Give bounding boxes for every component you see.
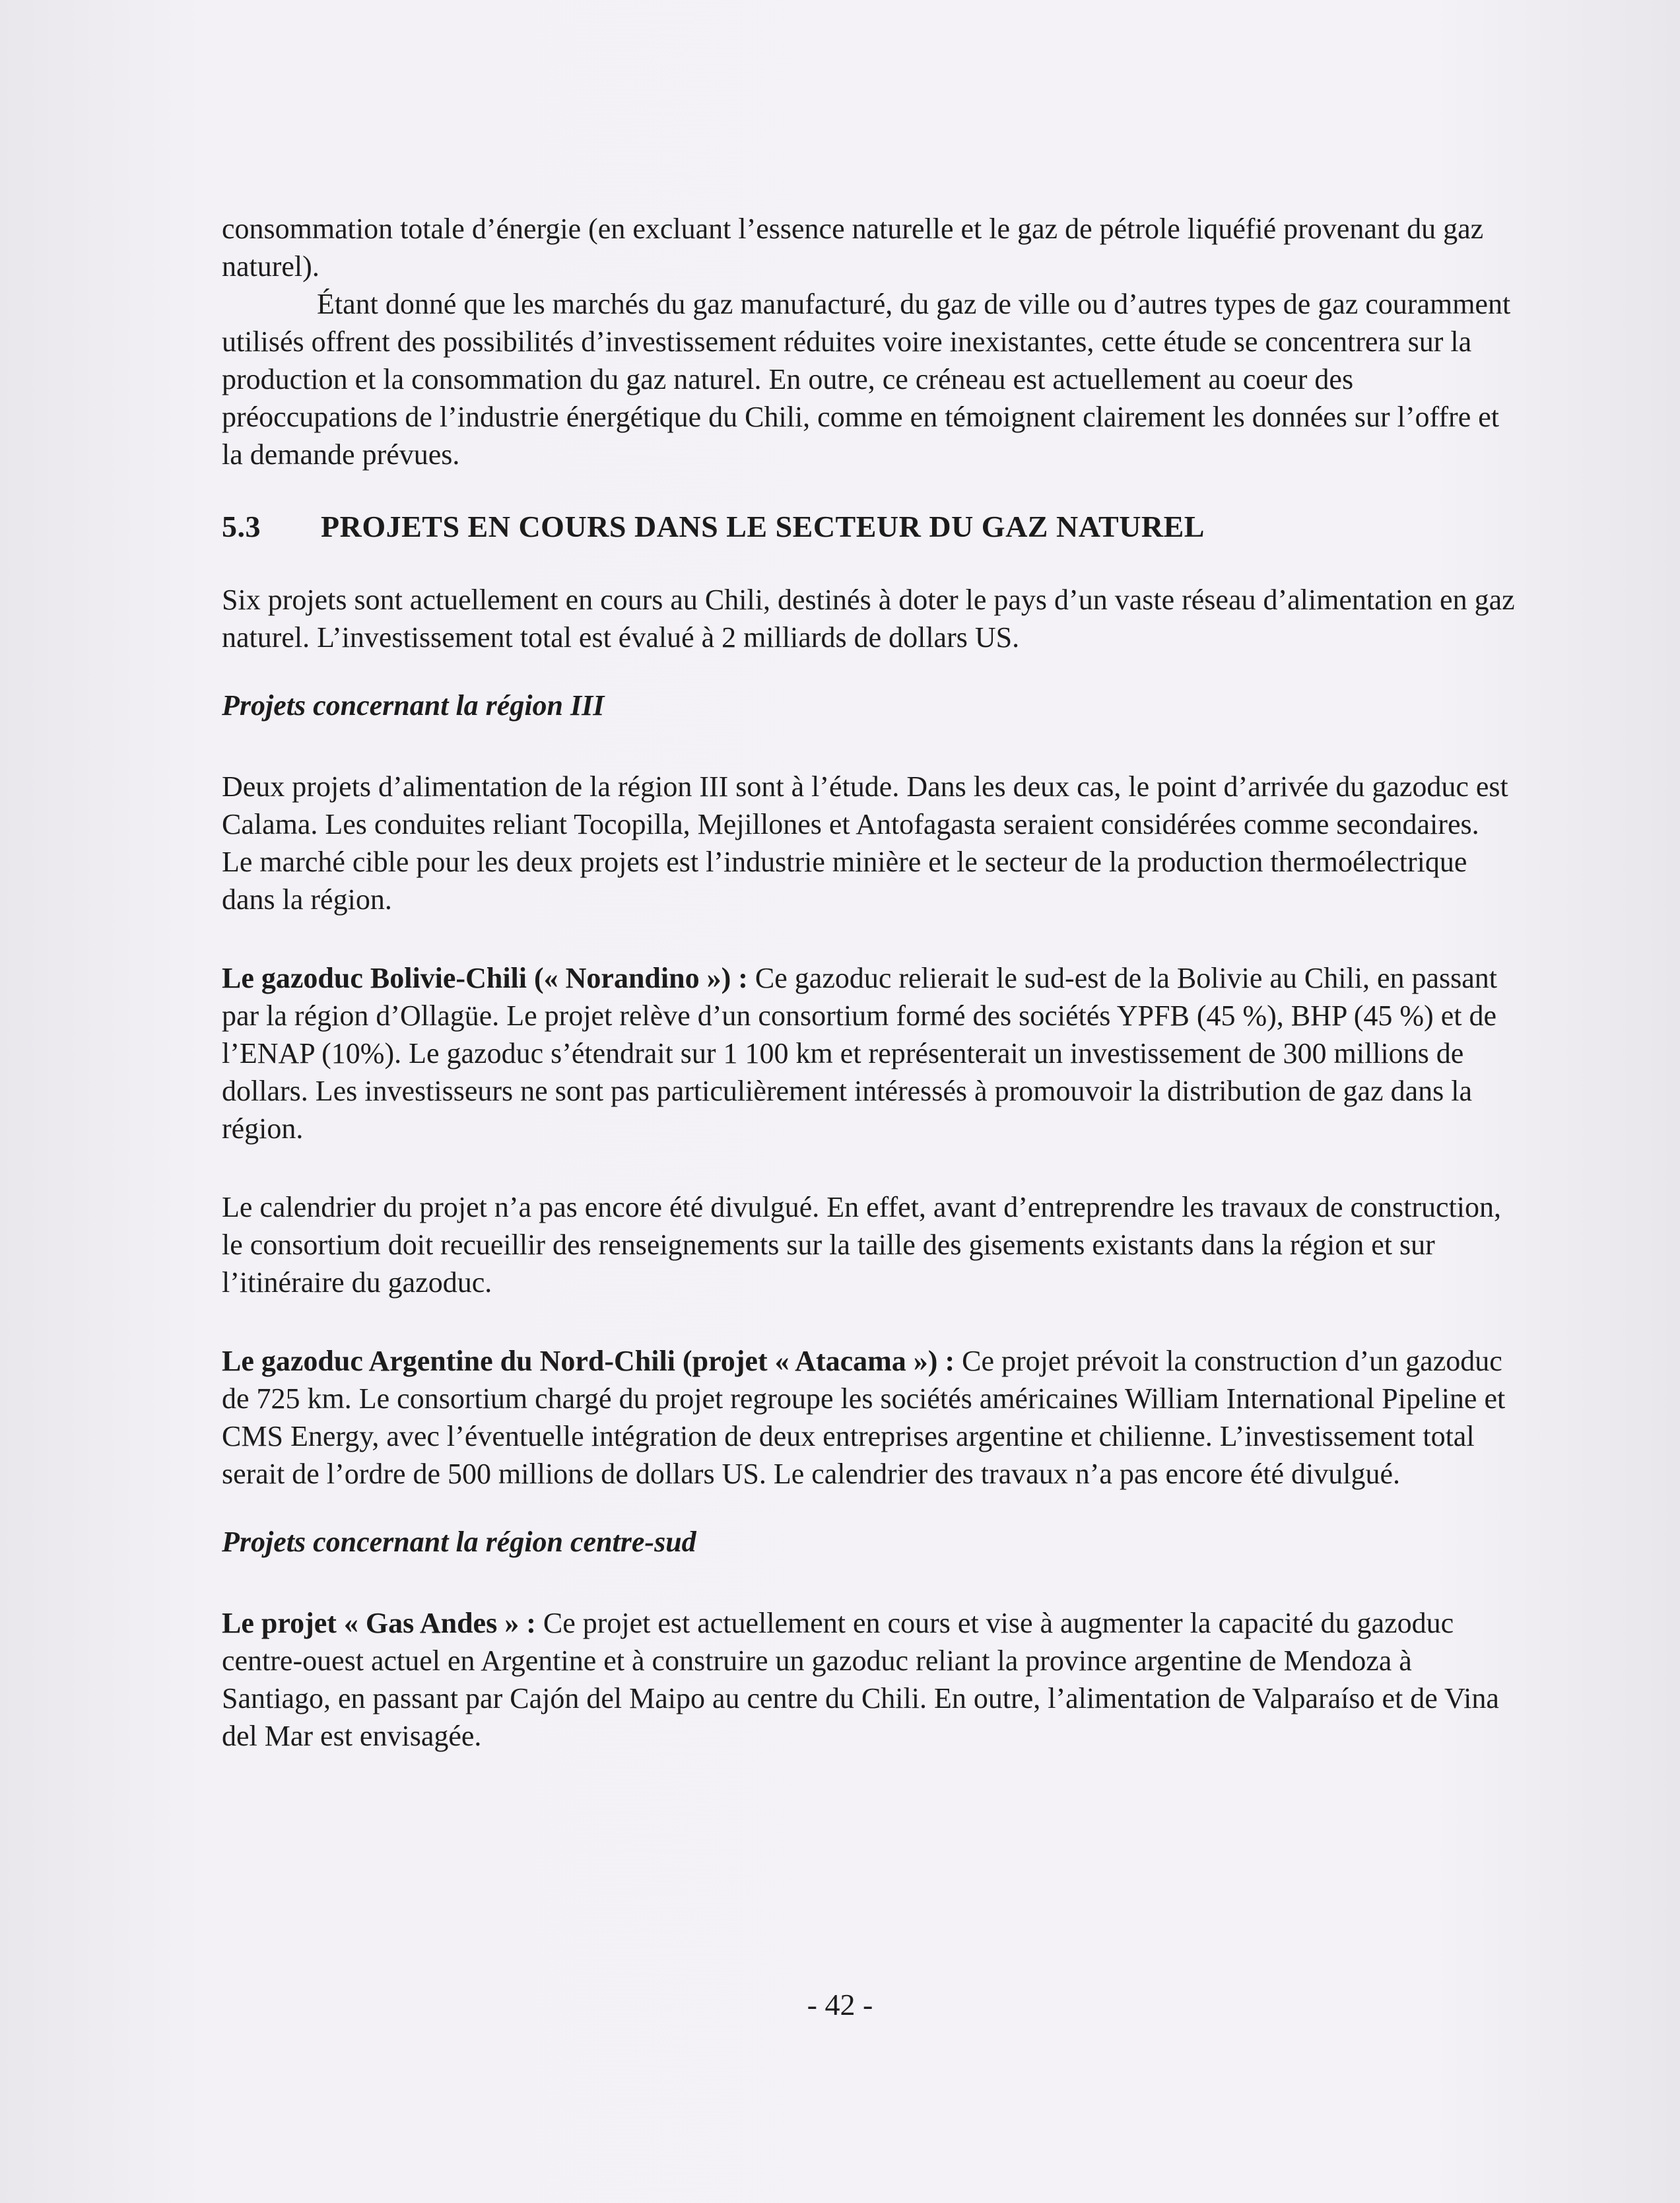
section-heading bbox=[222, 508, 1516, 545]
subheading-centre-sud: Projets concernant la région centre-sud bbox=[222, 1526, 696, 1558]
paragraph-energy-consumption: consommation totale d’énergie (en excluant l’essence naturelle et le gaz de pétrole liquéfié provenant du gaz naturel). bbox=[222, 213, 1484, 283]
paragraph-gas-andes bbox=[222, 1604, 1516, 1755]
section-number: 5.3 bbox=[222, 510, 261, 543]
paragraph-region-iii-intro: Deux projets d’alimentation de la région III sont à l’étude. Dans les deux cas, le point d’arrivée du gazoduc est Calama. Les conduites reliant Tocopilla, Mejillones et Antofagasta seraient considérées comme secondaires. Le marché cible pour les deux projets est l’industrie minière et le secteur de la production thermoélectrique dans la région. bbox=[222, 770, 1508, 916]
subheading-region-iii: Projets concernant la région III bbox=[222, 689, 605, 722]
section-title: PROJETS EN COURS DANS LE SECTEUR DU GAZ NATUREL bbox=[321, 510, 1205, 543]
page-number: - 42 - bbox=[807, 1988, 873, 2021]
paragraph-norandino bbox=[222, 959, 1516, 1147]
paragraph-section-intro: Six projets sont actuellement en cours au Chili, destinés à doter le pays d’un vaste réseau d’alimentation en gaz naturel. L’investissement total est évalué à 2 milliards de dollars US. bbox=[222, 584, 1515, 654]
document-body bbox=[222, 210, 1516, 1755]
gas-andes-lead: Le projet « Gas Andes » : bbox=[222, 1607, 536, 1639]
paragraph-gas-markets: Étant donné que les marchés du gaz manufacturé, du gaz de ville ou d’autres types de gaz couramment utilisés offrent des possibilités d’investissement réduites voire inexistantes, cette étude se concentrera sur la production et la consommation du gaz naturel. En outre, ce créneau est actuellement au coeur des préoccupations de l’industrie énergétique du Chili, comme en témoignent clairement les données sur l’offre et la demande prévues. bbox=[222, 288, 1511, 471]
gas-andes-text: Ce projet est actuellement en cours et vise à augmenter la capacité du gazoduc centre-ouest actuel en Argentine et à construire un gazoduc reliant la province argentine de Mendoza à Santiago, en passant par Cajón del Maipo au centre du Chili. En outre, l’alimentation de Valparaíso et de Vina del Mar est envisagée. bbox=[222, 1607, 1499, 1752]
norandino-lead: Le gazoduc Bolivie-Chili (« Norandino ») : bbox=[222, 962, 748, 994]
atacama-text: Ce projet prévoit la construction d’un gazoduc de 725 km. Le consortium chargé du projet regroupe les sociétés américaines William International Pipeline et CMS Energy, avec l’éventuelle intégration de deux entreprises argentine et chilienne. L’investissement total serait de l’ordre de 500 millions de dollars US. Le calendrier des travaux n’a pas encore été divulgué. bbox=[222, 1345, 1506, 1490]
paragraph-atacama bbox=[222, 1342, 1516, 1493]
norandino-text: Ce gazoduc relierait le sud-est de la Bolivie au Chili, en passant par la région d’Ollagüe. Le projet relève d’un consortium formé des sociétés YPFB (45 %), BHP (45 %) et de l’ENAP (10%). Le gazoduc s’étendrait sur 1 100 km et représenterait un investissement de 300 millions de dollars. Les investisseurs ne sont pas particulièrement intéressés à promouvoir la distribution de gaz dans la région. bbox=[222, 962, 1498, 1145]
paragraph-calendar: Le calendrier du projet n’a pas encore été divulgué. En effet, avant d’entreprendre les travaux de construction, le consortium doit recueillir des renseignements sur la taille des gisements existants dans la région et sur l’itinéraire du gazoduc. bbox=[222, 1191, 1501, 1299]
atacama-lead: Le gazoduc Argentine du Nord-Chili (projet « Atacama ») : bbox=[222, 1345, 955, 1377]
